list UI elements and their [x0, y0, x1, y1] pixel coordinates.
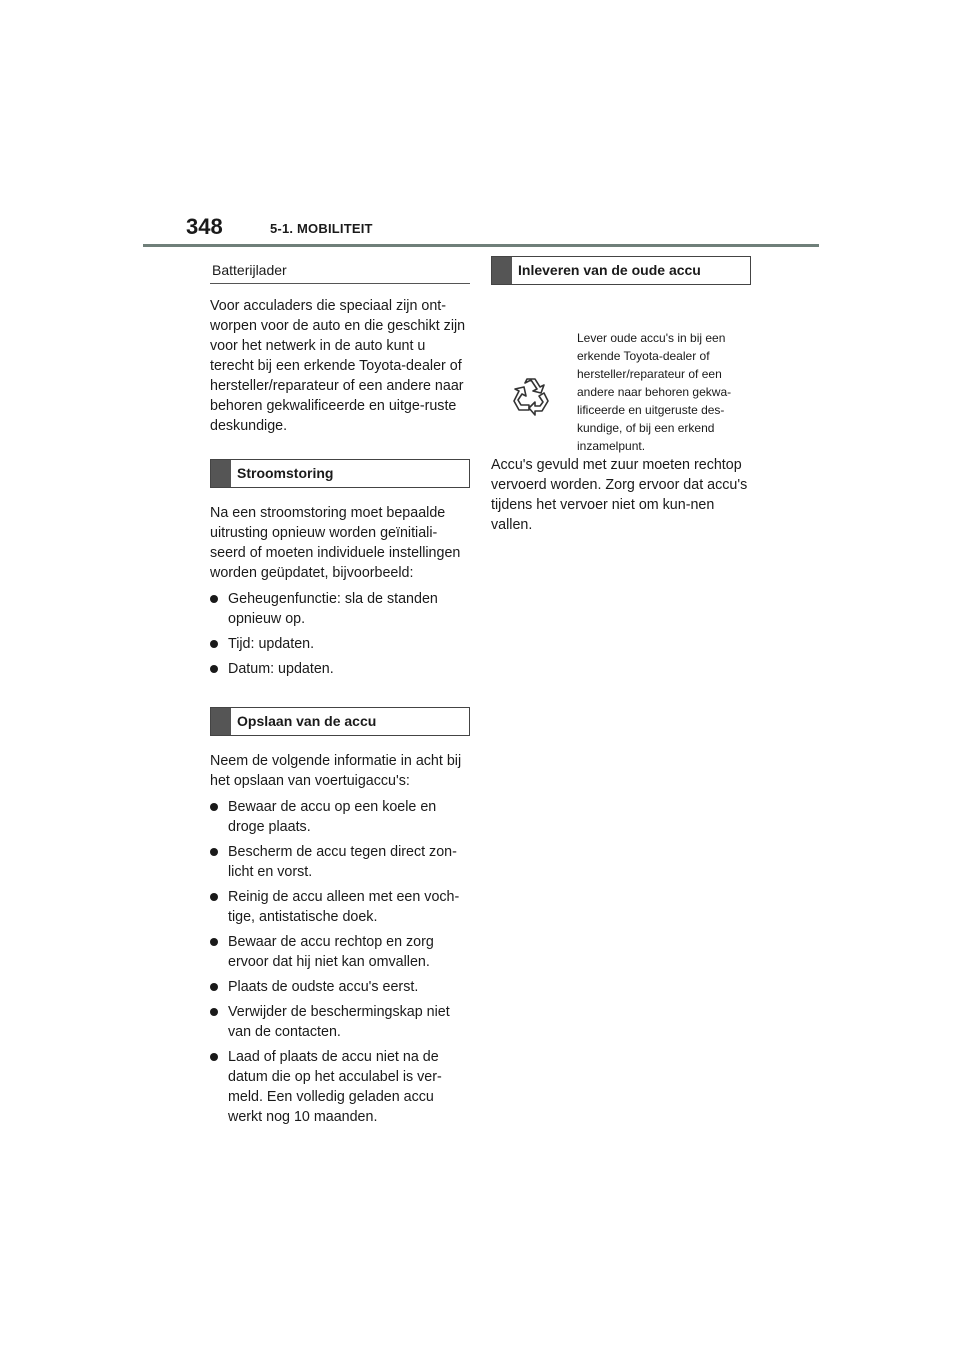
list-item: Reinig de accu alleen met een voch-tige, antistatische doek. — [210, 887, 470, 927]
right-column — [491, 256, 751, 535]
list-item: Bescherm de accu tegen direct zon-licht en vorst. — [210, 842, 470, 882]
storage-heading-label: Opslaan van de accu — [237, 713, 377, 729]
disposal-heading — [491, 256, 751, 285]
storage-intro: Neem de volgende informatie in acht bij het opslaan van voertuigaccu's: — [210, 753, 462, 789]
page-number: 348 — [186, 214, 223, 239]
power-failure-heading-label: Stroomstoring — [237, 465, 334, 481]
list-item: Bewaar de accu rechtop en zorg ervoor dat hij niet kan omvallen. — [210, 932, 470, 972]
power-failure-heading — [210, 459, 470, 488]
list-item: Plaats de oudste accu's eerst. — [210, 977, 470, 997]
chapter-title: 5-1. MOBILITEIT — [270, 221, 373, 236]
power-failure-list — [210, 589, 470, 679]
storage-heading — [210, 707, 470, 736]
battery-charger-text: Voor acculaders die speciaal zijn ont-worpen voor de auto en die geschikt zijn voor het netwerk in de auto kunt u terecht bij een erkende Toyota-dealer of hersteller/reparateur of een andere naar behoren gekwalificeerde en uitge-ruste deskundige. — [210, 298, 466, 434]
disposal-text: Accu's gevuld met zuur moeten rechtop vervoerd worden. Zorg ervoor dat accu's tijdens het vervoer niet om kun-nen vallen. — [491, 457, 748, 533]
power-failure-intro: Na een stroomstoring moet bepaalde uitrusting opnieuw worden geïnitiali-seerd of moeten individuele instellingen worden geüpdatet, bijvoorbeeld: — [210, 505, 461, 581]
list-item: Geheugenfunctie: sla de standen opnieuw op. — [210, 589, 470, 629]
list-item: Verwijder de beschermingskap niet van de contacten. — [210, 1002, 470, 1042]
disposal-heading-label: Inleveren van de oude accu — [518, 262, 701, 278]
recycle-icon — [511, 377, 551, 417]
list-item: Bewaar de accu op een koele en droge plaats. — [210, 797, 470, 837]
header-rule — [143, 244, 819, 247]
list-item: Datum: updaten. — [210, 659, 470, 679]
list-item: Laad of plaats de accu niet na de datum die op het acculabel is ver-meld. Een volledig geladen accu werkt nog 10 maanden. — [210, 1047, 470, 1127]
recycle-notice — [491, 285, 751, 455]
battery-charger-heading: Batterijlader — [210, 256, 470, 284]
list-item: Tijd: updaten. — [210, 634, 470, 654]
left-column — [210, 256, 470, 1132]
recycle-text: Lever oude accu's in bij een erkende Toyota-dealer of hersteller/reparateur of een andere naar behoren gekwa-lificeerde en uitgeruste des-kundige, of bij een erkend inzamelpunt. — [577, 331, 732, 453]
storage-list — [210, 797, 470, 1127]
